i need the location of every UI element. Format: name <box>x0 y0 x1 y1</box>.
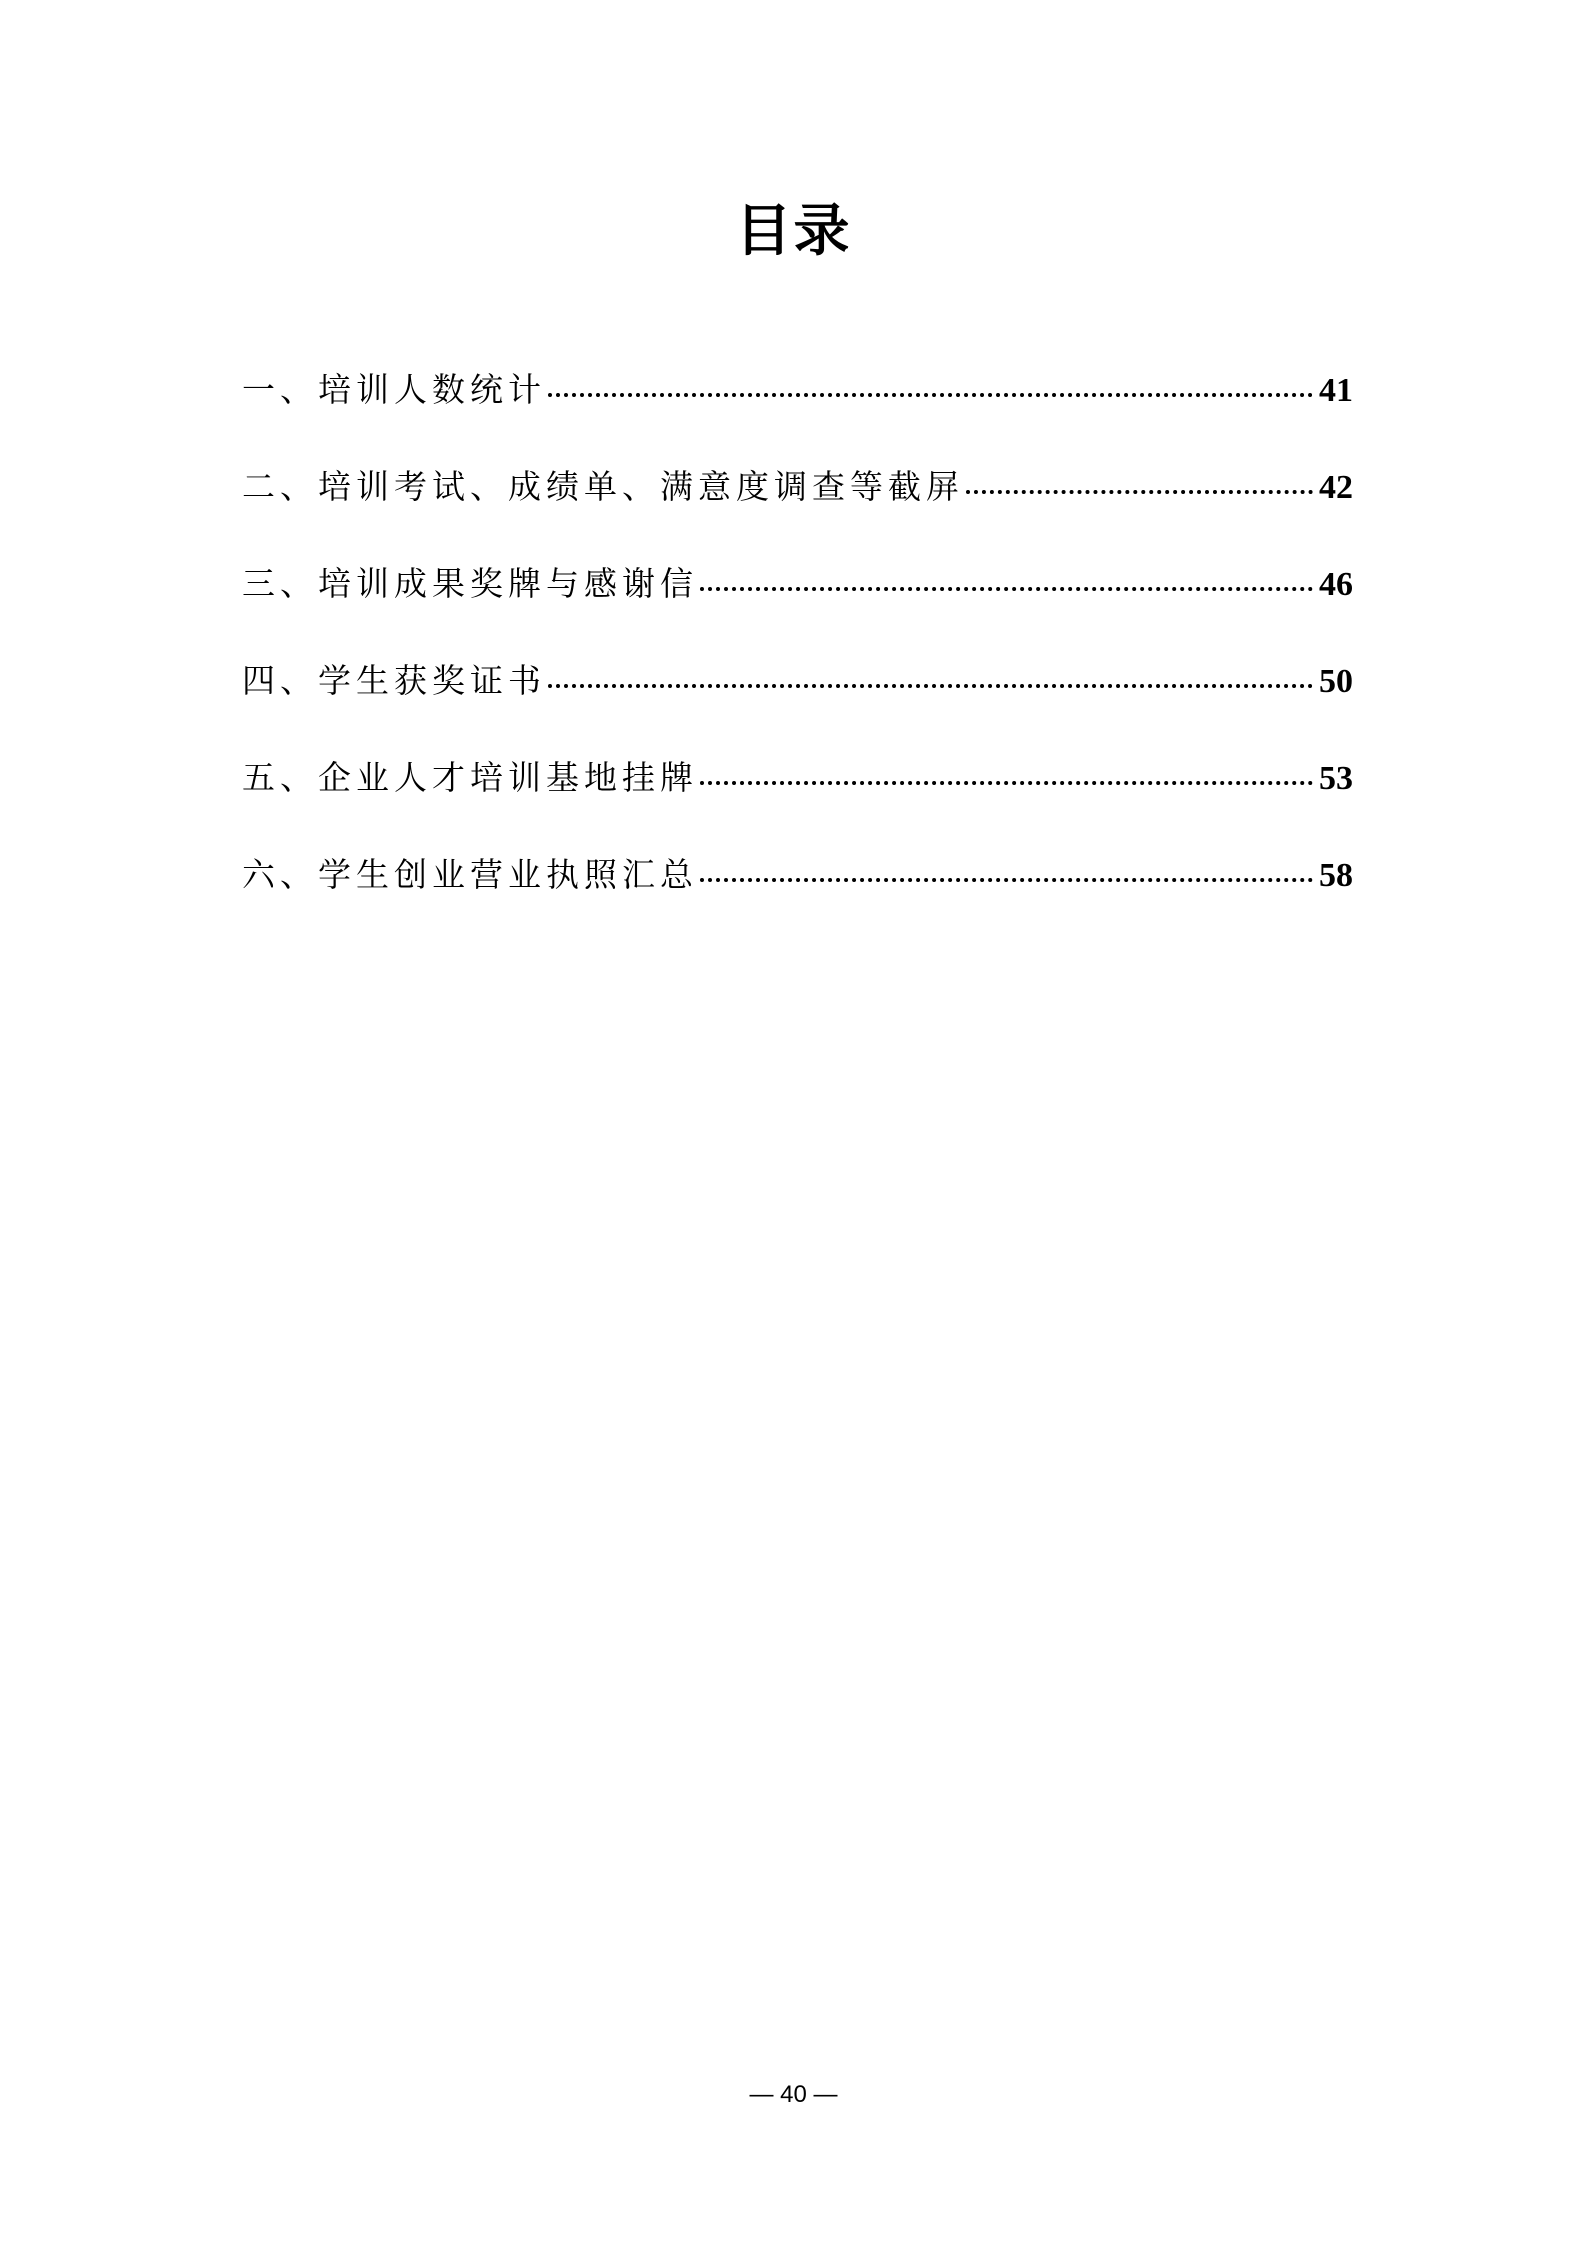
toc-entry-4[interactable] <box>242 656 1353 753</box>
table-of-contents <box>242 365 1353 947</box>
toc-entry-page: 42 <box>1319 469 1353 506</box>
toc-entry-label: 二、培训考试、成绩单、满意度调查等截屏 <box>242 467 964 506</box>
toc-entry-page: 53 <box>1319 760 1353 797</box>
toc-entry-3[interactable] <box>242 559 1353 656</box>
toc-leader-dots <box>966 490 1313 494</box>
toc-entry-label: 一、培训人数统计 <box>242 370 546 409</box>
toc-entry-6[interactable] <box>242 850 1353 947</box>
toc-entry-label: 三、培训成果奖牌与感谢信 <box>242 564 698 603</box>
toc-entry-page: 58 <box>1319 857 1353 894</box>
page-number: — 40 — <box>749 2081 838 2108</box>
toc-entry-5[interactable] <box>242 753 1353 850</box>
toc-leader-dots <box>700 587 1313 591</box>
toc-leader-dots <box>700 878 1313 882</box>
toc-entry-page: 41 <box>1319 372 1353 409</box>
toc-entry-page: 46 <box>1319 566 1353 603</box>
toc-title: 目录 <box>735 199 852 264</box>
toc-entry-2[interactable] <box>242 462 1353 559</box>
toc-leader-dots <box>700 781 1313 785</box>
toc-entry-label: 五、企业人才培训基地挂牌 <box>242 758 698 797</box>
toc-entry-1[interactable] <box>242 365 1353 462</box>
toc-entry-page: 50 <box>1319 663 1353 700</box>
toc-entry-label: 六、学生创业营业执照汇总 <box>242 855 698 894</box>
toc-leader-dots <box>548 393 1313 397</box>
toc-leader-dots <box>548 684 1313 688</box>
toc-entry-label: 四、学生获奖证书 <box>242 661 546 700</box>
